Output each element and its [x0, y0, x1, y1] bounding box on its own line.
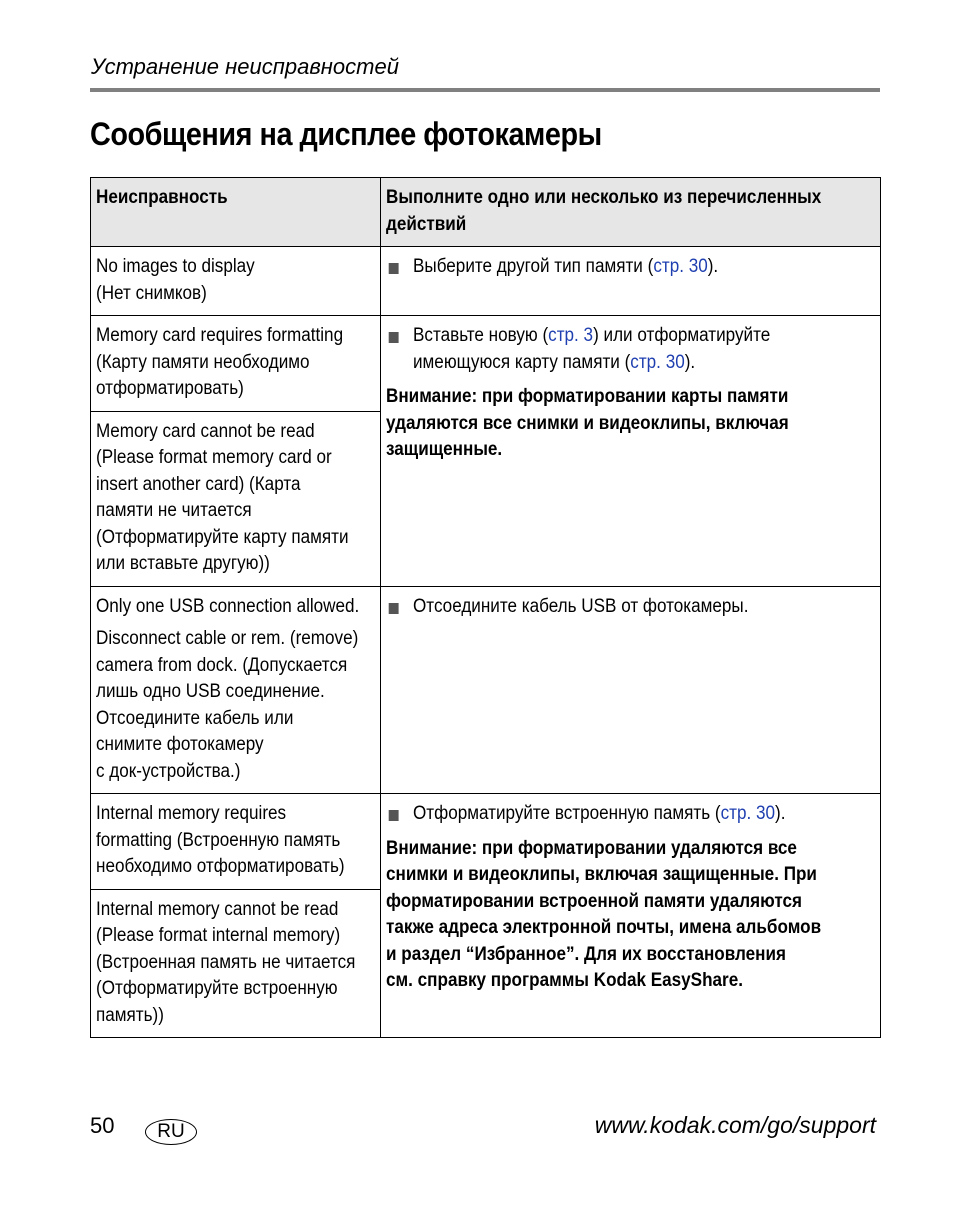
support-url[interactable]: www.kodak.com/go/support [594, 1112, 876, 1138]
warning-note: Внимание: при форматировании карты памяти удаляются все снимки и видеоклипы, включая защищенные. [386, 386, 789, 460]
problem-cell: Memory card cannot be read (Please format memory card or insert another card) (Карта памяти не читается (Отформатируйте карту памяти или вставьте другую)) [91, 411, 381, 586]
page-link[interactable]: стр. 30 [653, 256, 708, 277]
table-row [91, 794, 881, 890]
language-badge: RU [145, 1119, 197, 1145]
action-item: Вставьте новую (стр. 3) или отформатируйте имеющуюся карту памяти (стр. 30). [386, 323, 875, 376]
warning-note: Внимание: при форматировании удаляются все снимки и видеоклипы, включая защищенные. При форматировании встроенной памяти удаляются также адреса электронной почты, имена альбомов и раздел “Избранное”. Для их восстановления см. справку программы Kodak EasyShare. [386, 837, 822, 991]
problem-cell: No images to display (Нет снимков) [91, 247, 381, 316]
bullet-square-icon [389, 810, 399, 821]
problem-cell: Internal memory cannot be read (Please format internal memory) (Встроенная память не читается (Отформатируйте встроенную память)) [91, 889, 381, 1038]
header-problem: Неисправность [91, 178, 381, 247]
table-row [91, 316, 881, 412]
page-link[interactable]: стр. 30 [630, 351, 685, 373]
table-header-row [91, 178, 881, 247]
action-item: Выберите другой тип памяти (стр. 30). [386, 254, 875, 281]
bullet-square-icon [389, 332, 399, 343]
running-header: Устранение неисправностей [91, 54, 399, 79]
action-cell [381, 794, 881, 1038]
bullet-square-icon [389, 263, 399, 274]
messages-table [90, 177, 881, 1038]
header-rule [90, 88, 880, 92]
page-title: Сообщения на дисплее фотокамеры [90, 116, 602, 152]
problem-cell: Memory card requires formatting (Карту памяти необходимо отформатировать) [91, 316, 381, 412]
action-cell [381, 247, 881, 316]
action-item: Отформатируйте встроенную память (стр. 30). [386, 801, 875, 828]
bullet-square-icon [389, 603, 399, 614]
page-link[interactable]: стр. 3 [548, 325, 594, 346]
problem-cell: Internal memory requires formatting (Встроенную память необходимо отформатировать) [91, 794, 381, 890]
action-cell [381, 316, 881, 587]
action-item: Отсоедините кабель USB от фотокамеры. [386, 594, 875, 621]
action-cell [381, 586, 881, 794]
problem-cell: Only one USB connection allowed. Disconnect cable or rem. (remove) camera from dock. (Допускается лишь одно USB соединение. Отсоедините кабель или снимите фотокамеру с док-устройства.) [91, 586, 381, 794]
table-row [91, 247, 881, 316]
header-action: Выполните одно или несколько из перечисленных действий [381, 178, 881, 247]
page-number: 50 [90, 1113, 115, 1138]
table-row [91, 586, 881, 794]
page-link[interactable]: стр. 30 [720, 803, 776, 824]
